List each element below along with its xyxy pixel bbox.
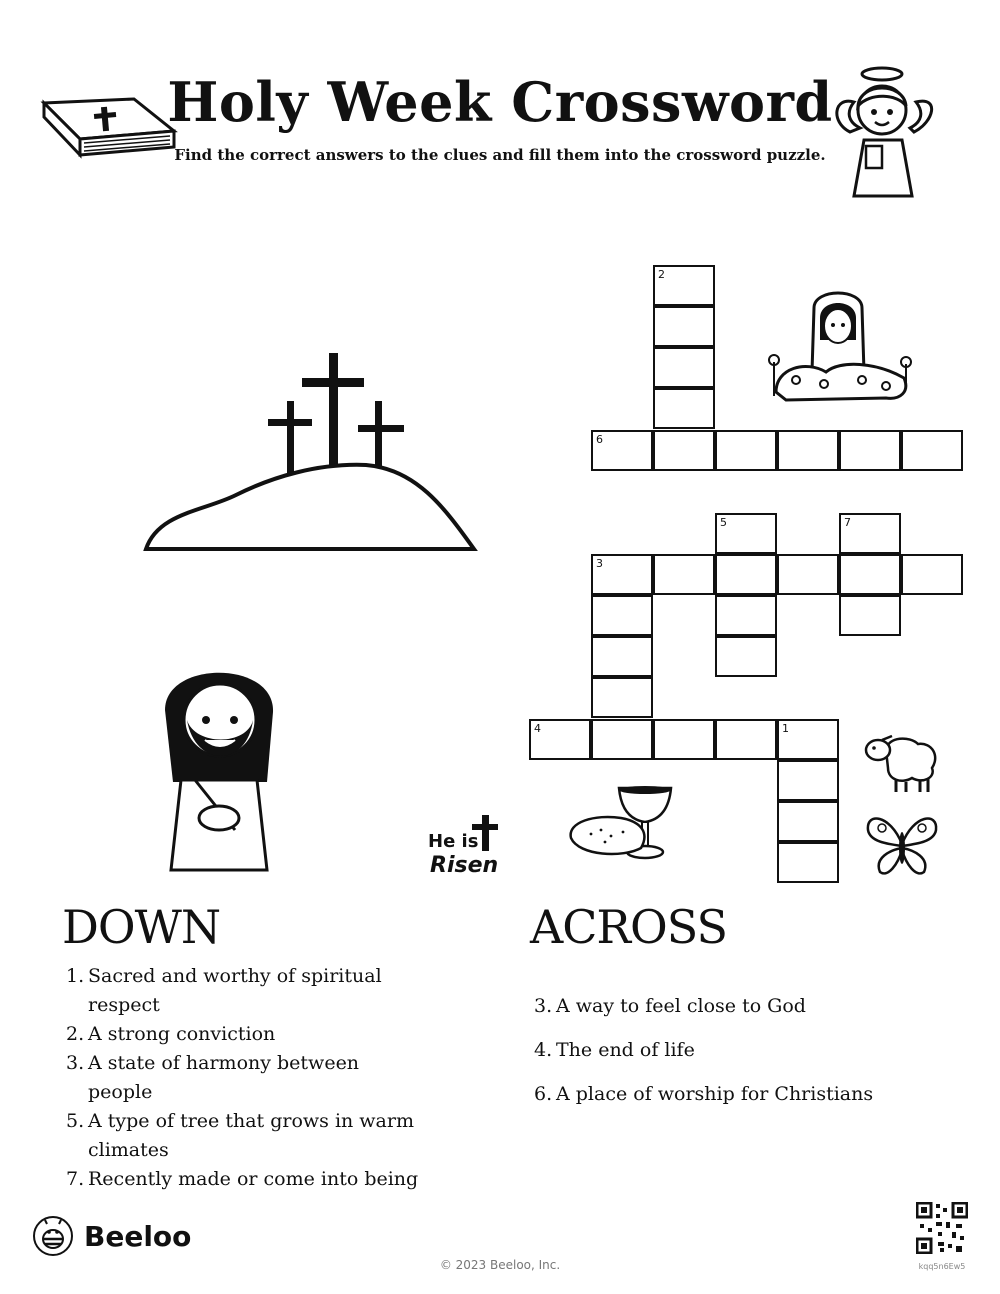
clue-number: 6	[596, 433, 603, 446]
bread-and-chalice-illustration	[565, 782, 687, 862]
he-is-risen-badge	[426, 812, 510, 878]
clue-text: Recently made or come into being	[88, 1168, 419, 1190]
badge-line2: Risen	[430, 853, 499, 878]
crossword-cell[interactable]	[653, 554, 715, 595]
copyright: © 2023 Beeloo, Inc.	[439, 1258, 561, 1272]
list-item	[66, 962, 426, 1020]
crossword-cell[interactable]	[591, 430, 653, 471]
crossword-cell[interactable]	[777, 719, 839, 760]
qr-code[interactable]	[916, 1202, 968, 1272]
list-item	[534, 992, 954, 1021]
clue-text: A strong conviction	[88, 1023, 276, 1045]
crossword-cell[interactable]	[839, 595, 901, 636]
crossword-cell[interactable]	[653, 430, 715, 471]
crossword-cell[interactable]	[901, 554, 963, 595]
badge-line1: He is	[428, 831, 479, 852]
crossword-cell[interactable]	[715, 719, 777, 760]
clue-number: 4	[534, 722, 541, 735]
clue-num: 6.	[534, 1083, 553, 1105]
clue-text: A state of harmony between people	[88, 1052, 360, 1103]
clue-number: 2	[658, 268, 665, 281]
crossword-cell[interactable]	[715, 430, 777, 471]
butterfly-illustration	[862, 810, 942, 880]
clue-num: 4.	[534, 1039, 553, 1061]
crossword-cell[interactable]	[653, 265, 715, 306]
bee-icon	[32, 1215, 74, 1257]
clue-num: 3.	[66, 1052, 85, 1074]
list-item	[66, 1165, 426, 1194]
lamb-illustration	[862, 728, 942, 796]
list-item	[66, 1020, 426, 1049]
across-clue-list	[534, 992, 954, 1124]
clue-number: 7	[844, 516, 851, 529]
clue-num: 7.	[66, 1168, 85, 1190]
crossword-cell[interactable]	[653, 719, 715, 760]
clue-text: A way to feel close to God	[556, 995, 806, 1017]
clue-num: 1.	[66, 965, 85, 987]
list-item	[534, 1036, 954, 1065]
list-item	[66, 1107, 426, 1165]
qr-code-label: kqq5n6Ew5	[918, 1262, 966, 1271]
clue-number: 5	[720, 516, 727, 529]
crossword-cell[interactable]	[591, 554, 653, 595]
crossword-cell[interactable]	[839, 554, 901, 595]
crossword-cell[interactable]	[715, 513, 777, 554]
crossword-cell[interactable]	[777, 760, 839, 801]
crossword-cell[interactable]	[591, 636, 653, 677]
clue-num: 3.	[534, 995, 553, 1017]
clue-text: A type of tree that grows in warm climates	[88, 1110, 414, 1161]
clue-num: 5.	[66, 1110, 85, 1132]
crossword-cell[interactable]	[529, 719, 591, 760]
clue-text: The end of life	[556, 1039, 695, 1061]
list-item	[534, 1080, 954, 1109]
crossword-cell[interactable]	[715, 595, 777, 636]
clue-text: A place of worship for Christians	[556, 1083, 874, 1105]
clue-number: 3	[596, 557, 603, 570]
crossword-cell[interactable]	[591, 719, 653, 760]
clue-number: 1	[782, 722, 789, 735]
crossword-cell[interactable]	[839, 430, 901, 471]
crossword-cell[interactable]	[777, 801, 839, 842]
crossword-cell[interactable]	[901, 430, 963, 471]
across-heading: ACROSS	[530, 900, 727, 954]
crossword-cell[interactable]	[777, 554, 839, 595]
crossword-cell[interactable]	[715, 554, 777, 595]
instructions: Find the correct answers to the clues and fill them into the crossword puzzle.	[174, 146, 826, 164]
qr-code-icon	[916, 1202, 968, 1254]
crossword-cell[interactable]	[777, 842, 839, 883]
list-item	[66, 1049, 426, 1107]
clue-num: 2.	[66, 1023, 85, 1045]
down-heading: DOWN	[62, 900, 221, 954]
down-clue-list	[66, 962, 426, 1194]
crossword-cell[interactable]	[715, 636, 777, 677]
crossword-cell[interactable]	[839, 513, 901, 554]
brand-logo[interactable]	[32, 1214, 191, 1258]
clue-text: Sacred and worthy of spiritual respect	[88, 965, 382, 1016]
crossword-cell[interactable]	[653, 306, 715, 347]
crossword-cell[interactable]	[653, 388, 715, 429]
mary-illustration	[766, 288, 914, 406]
brand-name: Beeloo	[84, 1219, 192, 1253]
crossword-cell[interactable]	[591, 677, 653, 718]
crossword-cell[interactable]	[777, 430, 839, 471]
crossword-cell[interactable]	[591, 595, 653, 636]
page-title: Holy Week Crossword	[167, 70, 833, 134]
crossword-cell[interactable]	[653, 347, 715, 388]
